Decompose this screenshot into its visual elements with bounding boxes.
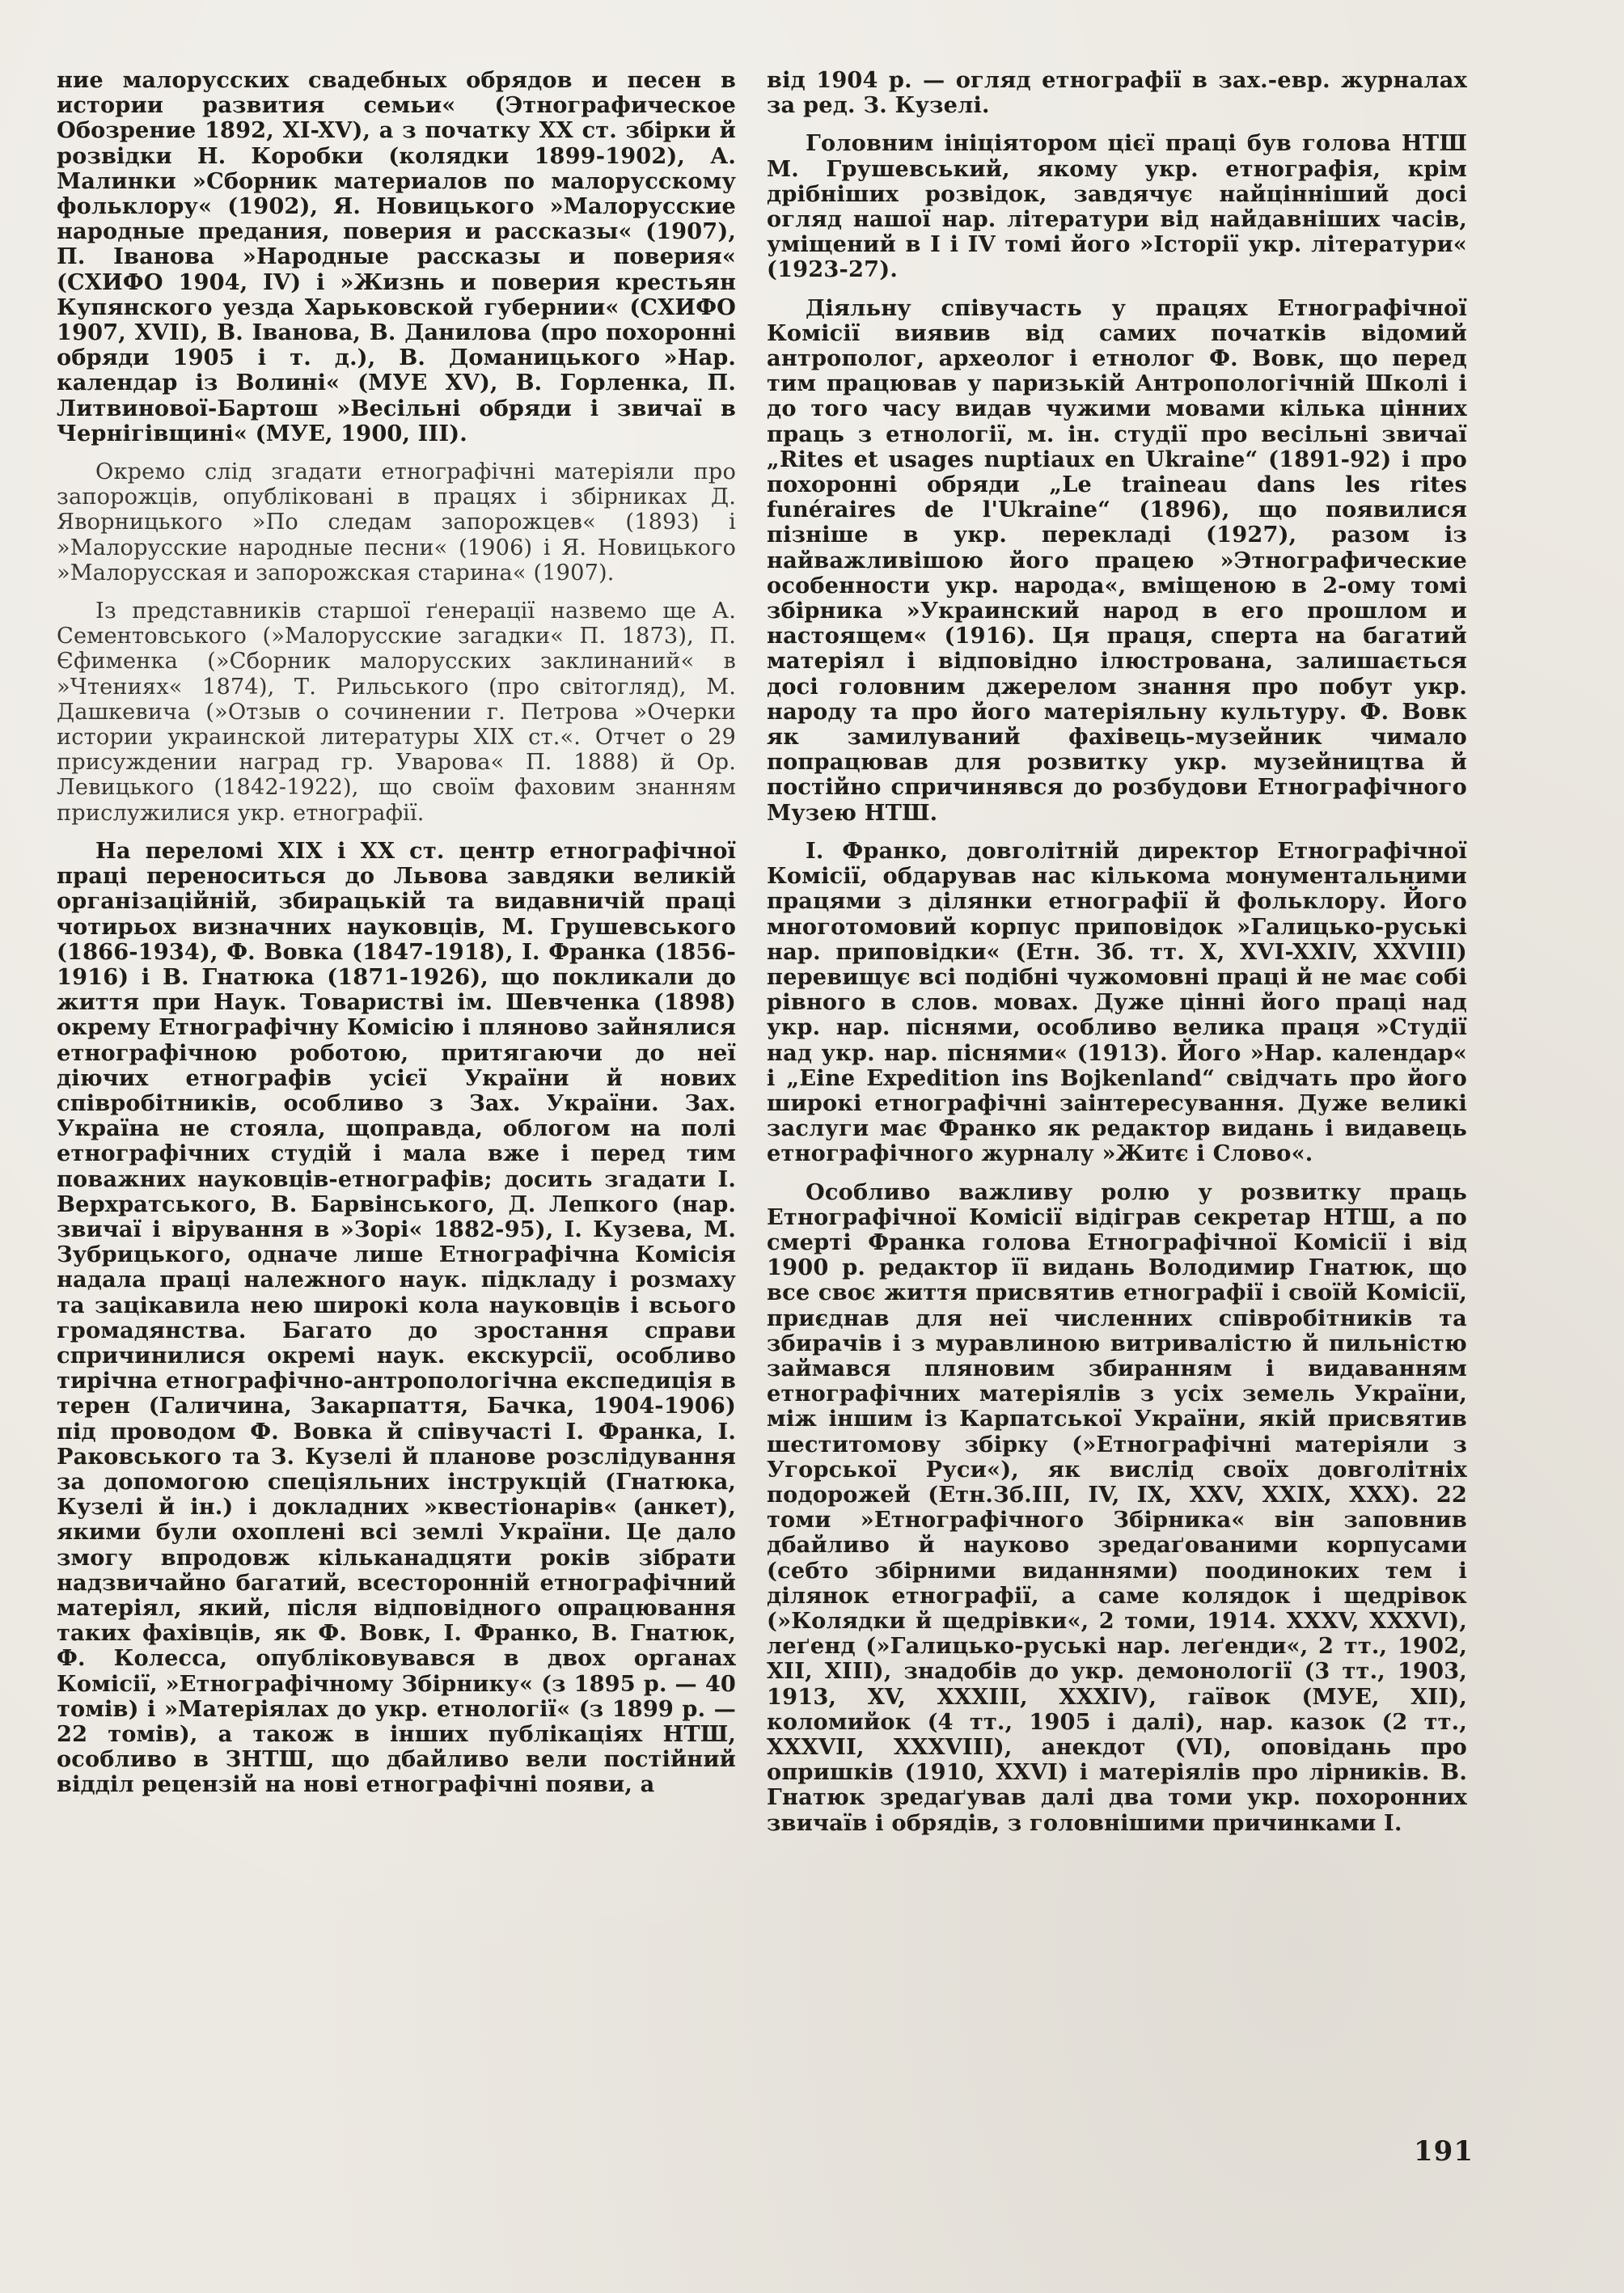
paragraph: від 1904 р. — огляд етнографії в зах.-евр. журналах за ред. З. Кузелі. bbox=[767, 67, 1467, 119]
page-number: 191 bbox=[1414, 2135, 1474, 2168]
paragraph: Із представників старшої ґенерації назвемо ще А. Сементовського (»Малорусские загадки« П. 1873), П. Єфименка (»Сборник малорусских заклинаний« в »Чтениях« 1874), Т. Рильського (про світогляд), М. Дашкевича (»Отзыв о сочинении г. Петрова »Очерки истории украинской литературы XIX ст.«. Отчет о 29 присуждении наград гр. Уварова« П. 1888) й Ор. Левицького (1842-1922), що своїм фаховим знанням прислужилися укр. етнографії. bbox=[57, 599, 736, 826]
paragraph: Головним ініціятором цієї праці був голова НТШ М. Грушевський, якому укр. етнографія, крім дрібніших розвідок, завдячує найцінніший досі огляд нашої нар. літератури від найдавніших часів, уміщений в I і IV томі його »Історії укр. літератури« (1923-27). bbox=[767, 130, 1467, 283]
left-column bbox=[57, 68, 736, 1811]
paragraph: І. Франко, довголітній директор Етнографічної Комісії, обдарував нас кількома монументальними працями з ділянки етнографії й фольклору. Його многотомовий корпус приповідок »Галицько-руські нар. приповідки« (Етн. Зб. тт. X, XVI-XXIV, XXVIII) перевищує всі подібні чужомовні праці й не має собі рівного в слов. мовах. Дуже цінні його праці над укр. нар. піснями, особливо велика праця »Студії над укр. нар. піснями« (1913). Його »Нар. календар« і „Eine Expedition ins Bojkenland“ свідчать про його широкі етнографічні заінтересування. Дуже великі заслуги має Франко як редактор видань і видавець етнографічного журналу »Житє і Слово«. bbox=[767, 837, 1467, 1167]
right-column bbox=[767, 68, 1467, 1849]
paragraph: Діяльну співучасть у працях Етнографічної Комісії виявив від самих початків відомий антрополог, археолог і етнолог Ф. Вовк, що перед тим працював у паризькій Антропологічній Школі і до того часу видав чужими мовами кілька цінних праць з етнології, м. ін. студії про весільні звичаї „Rites et usages nuptiaux en Ukraine“ (1891-92) і про похоронні обряди „Le traineau dans les rites funéraires de l'Ukraine“ (1896), що появилися пізніше в укр. перекладі (1927), разом із найважливішою його працею »Этнографические особенности укр. народа«, вміщеною в 2-ому томі збірника »Украинский народ в его прошлом и настоящем« (1916). Ця праця, сперта на багатий матеріял і відповідно ілюстрована, залишається досі головним джерелом знання про побут укр. народу та про його матеріяльну культуру. Ф. Вовк як замилуваний фахівець-музейник чимало попрацював для розвитку укр. музейництва й постійно спричинявся до розбудови Етнографічного Музею НТШ. bbox=[767, 294, 1467, 826]
paragraph: Окремо слід згадати етнографічні матеріяли про запорожців, опубліковані в працях і збірниках Д. Яворницького »По следам запорожцев« (1893) і »Малорусские народные песни« (1906) і Я. Новицького »Малорусская и запорожская старина« (1907). bbox=[57, 459, 736, 586]
paragraph: На переломі XIX і XX ст. центр етнографічної праці переноситься до Львова завдяки великій організаційній, збирацькій та видавничій праці чотирьох визначних науковців, М. Грушевського (1866-1934), Ф. Вовка (1847-1918), І. Франка (1856-1916) і В. Гнатюка (1871-1926), що покликали до життя при Наук. Товаристві ім. Шевченка (1898) окрему Етнографічну Комісію і пляново зайнялися етнографічною роботою, притягаючи до неї діючих етнографів усієї України й нових співробітників, особливо з Зах. України. Зах. Україна не стояла, щоправда, облогом на полі етнографічних студій і мала вже і перед тим поважних науковців-етнографів; досить згадати І. Верхратського, В. Барвінського, Д. Лепкого (нар. звичаї і вірування в »Зорі« 1882-95), І. Кузева, М. Зубрицького, одначе лише Етнографічна Комісія надала праці належного наук. підкладу і розмаху та зацікавила нею широкі кола науковців і всього громадянства. Багато до зростання справи спричинилися окремі наук. екскурсії, особливо тирічна етнографічно-антропологічна експедиція в терен (Галичина, Закарпаття, Бачка, 1904-1906) під проводом Ф. Вовка й співучасті І. Франка, І. Раковського та З. Кузелі й планове розслідування за допомогою спеціяльних інструкцій (Гнатюка, Кузелі й ін.) і докладних »квестіонарів« (анкет), якими були охоплені всі землі України. Це дало змогу впродовж кільканадцяти років зібрати надзвичайно багатий, всесторонній етнографічний матеріял, який, після відповідного опрацювання таких фахівців, як Ф. Вовк, І. Франко, В. Гнатюк, Ф. Колесса, опубліковувався в двох органах Комісії, »Етнографічному Збірнику« (з 1895 р. — 40 томів) і »Матеріялах до укр. етнології« (з 1899 р. — 22 томів), а також в інших публікаціях НТШ, особливо в ЗНТШ, що дбайливо вели постійний відділ рецензій на нові етнографічні появи, а bbox=[57, 837, 736, 1798]
paragraph: ние малорусских свадебных обрядов и песен в истории развития семьи« (Этнографическое Обозрение 1892, XI-XV), а з початку XX ст. збірки й розвідки Н. Коробки (колядки 1899-1902), А. Малинки »Сборник материалов по малорусскому фольклору« (1902), Я. Новицького »Малорусские народные предания, поверия и рассказы« (1907), П. Іванова »Народные рассказы и поверия« (СХИФО 1904, IV) і »Жизнь и поверия крестьян Купянского уезда Харьковской губернии« (СХИФО 1907, XVII), В. Іванова, В. Данилова (про похоронні обряди 1905 і т. д.), В. Доманицького »Нар. календар із Волині« (МУЕ XV), В. Горленка, П. Литвинової-Бартош »Весільні обряди і звичаї в Чернігівщині« (МУЕ, 1900, III). bbox=[57, 67, 736, 446]
paragraph: Особливо важливу ролю у розвитку праць Етнографічної Комісії відіграв секретар НТШ, а по смерті Франка голова Етнографічної Комісії і від 1900 р. редактор її видань Володимир Гнатюк, що все своє життя присвятив етнографії і своїй Комісії, приєднав для неї численних співробітників та збирачів і з муравлиною витривалістю й пильністю займався пляновим збиранням і видаванням етнографічних матеріялів з усіх земель України, між іншим із Карпатської України, якій присвятив шеститомову збірку (»Етнографічні матеріяли з Угорської Руси«), як вислід своїх довголітніх подорожей (Етн.Зб.III, IV, IX, XXV, XXIX, XXX). 22 томи »Етнографічного Збірника« він заповнив дбайливо й науково зредаґованими корпусами (себто збірними виданнями) поодиноких тем і ділянок етнографії, а саме колядок і щедрівок (»Колядки й щедрівки«, 2 томи, 1914. XXXV, XXXVI), леґенд (»Галицько-руські нар. леґенди«, 2 тт., 1902, XII, XIII), знадобів до укр. демонології (3 тт., 1903, 1913, XV, XXXIII, XXXIV), гаївок (МУЕ, XII), коломийок (4 тт., 1905 і далі), нар. казок (2 тт., XXXVII, XXXVIII), анекдот (VI), оповідань про опришків (1910, XXVI) і матеріялів про лірників. В. Гнатюк зредаґував далі два томи укр. похоронних звичаїв і обрядів, з головнішими причинками І. bbox=[767, 1178, 1467, 1836]
